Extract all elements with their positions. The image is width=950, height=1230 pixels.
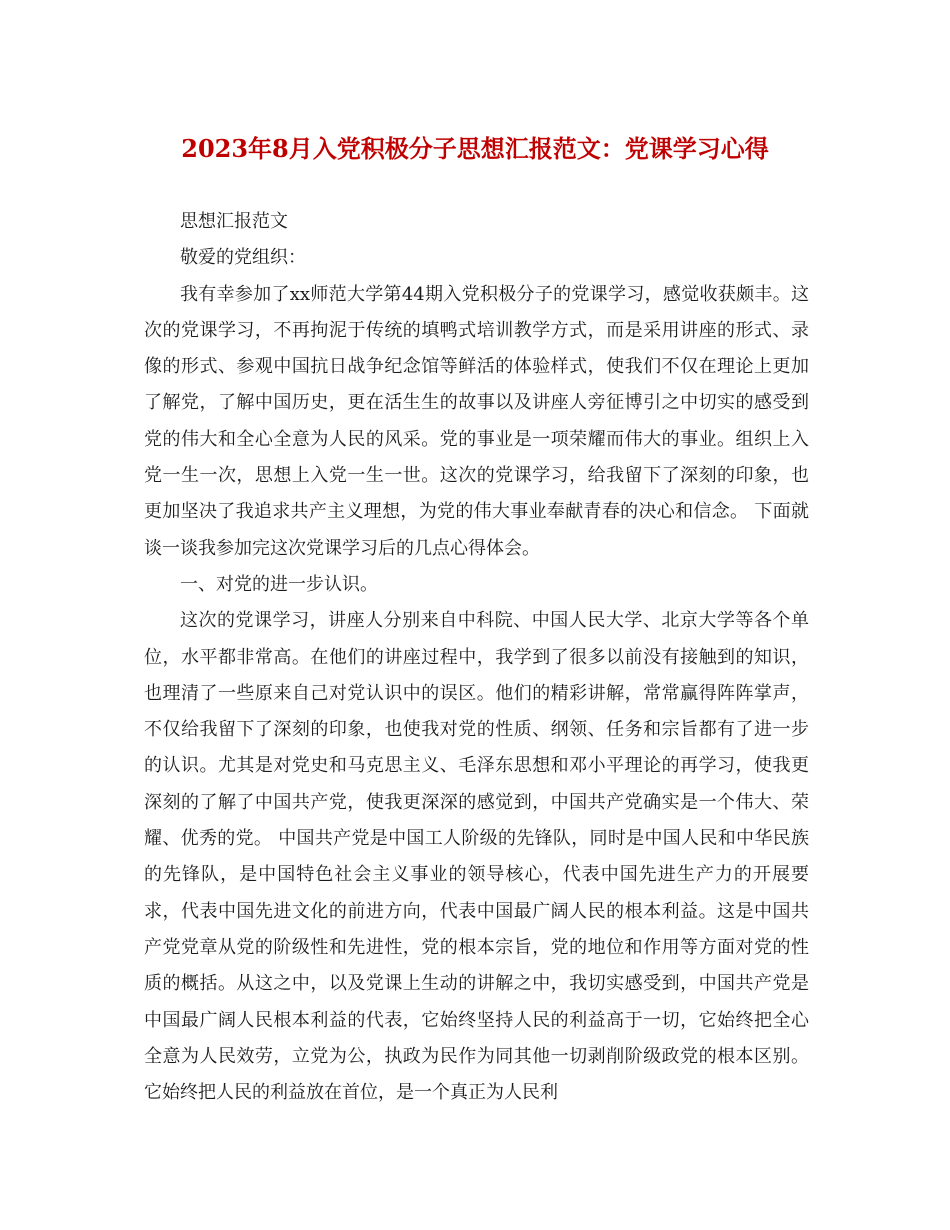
salutation: 敬爱的党组织： bbox=[180, 247, 306, 269]
document-title: 2023年8月入党积极分子思想汇报范文：党课学习心得 bbox=[181, 134, 769, 163]
doc-subtitle: 思想汇报范文 bbox=[180, 211, 288, 232]
section-heading: 一、对党的进一步认识。 bbox=[180, 573, 378, 595]
body-paragraph: 这次的党课学习，讲座人分别来自中科院、中国人民大学、北京大学等各个单位，水平都非常高。在他们的讲座过程中，我学到了很多以前没有接触到的知识，也理清了一些原来自己对党认识中的误区。他们的精彩讲解，常常赢得阵阵掌声，不仅给我留下了深刻的印象，也使我对党的性质、纲领、任务和宗旨都有了进一步的认识。尤其是对党史和马克思主义、毛泽东思想和邓小平理论的再学习，使我更深刻的了解了中国共产党，使我更深深的感觉到，中国共产党确实是一个伟大、荣耀、优秀的党。 中国共产党是中国工人阶级的先锋队，同时是中国人民和中华民族的先锋队，是中国特色社会主义事业的领导核心，代表中国先进生产力的开展要求，代表中国先进文化的前进方向，代表中国最广阔人民的根本利益。这是中国共产党党章从党的阶级性和先进性，党的根本宗旨，党的地位和作用等方面对党的性质的概括。从这之中，以及党课上生动的讲解之中，我切实感受到，中国共产党是中国最广阔人民根本利益的代表，它始终坚持人民的利益高于一切，它始终把全心全意为人民效劳，立党为公，执政为民作为同其他一切剥削阶级政党的根本区别。它始终把人民的利益放在首位，是一个真正为人民利 bbox=[144, 610, 809, 1104]
document-body bbox=[144, 204, 809, 1111]
body-paragraph: 我有幸参加了xx师范大学第44期入党积极分子的党课学习，感觉收获颇丰。这次的党课学习，不再拘泥于传统的填鸭式培训教学方式，而是采用讲座的形式、录像的形式、参观中国抗日战争纪念馆等鲜活的体验样式，使我们不仅在理论上更加了解党，了解中国历史，更在活生生的故事以及讲座人旁征博引之中切实的感受到党的伟大和全心全意为人民的风采。党的事业是一项荣耀而伟大的事业。组织上入党一生一次，思想上入党一生一世。这次的党课学习，给我留下了深刻的印象，也更加坚决了我追求共产主义理想，为党的伟大事业奉献青春的决心和信念。 下面就谈一谈我参加完这次党课学习后的几点心得体会。 bbox=[144, 283, 809, 559]
